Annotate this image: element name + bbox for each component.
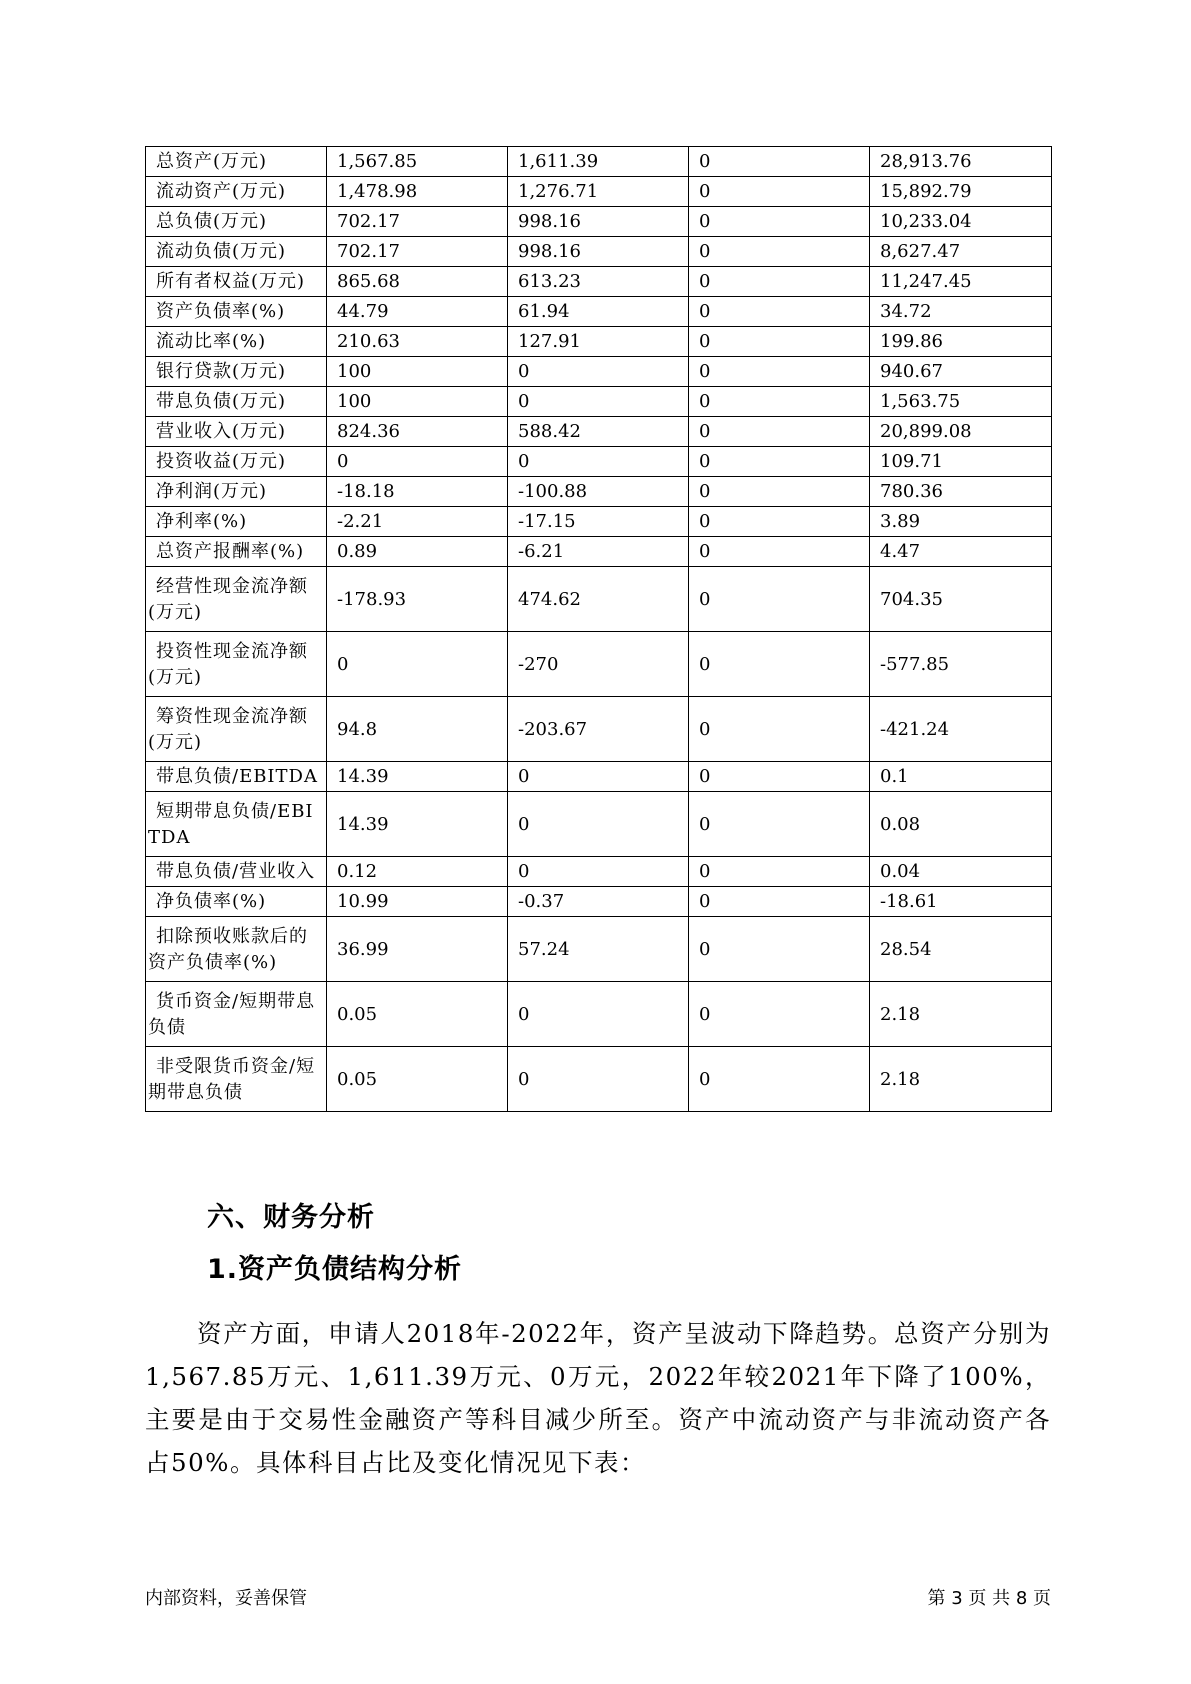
financial-indicators-table [145, 146, 1052, 1112]
cell-value: 36.99 [327, 917, 508, 982]
cell-value: 704.35 [870, 567, 1052, 632]
cell-value: 0 [689, 327, 870, 357]
row-label: 银行贷款(万元) [146, 357, 327, 387]
table-row [146, 632, 1052, 697]
cell-value: 0 [327, 447, 508, 477]
cell-value: 61.94 [508, 297, 689, 327]
cell-value: 20,899.08 [870, 417, 1052, 447]
cell-value: 0 [689, 147, 870, 177]
cell-value: 0 [689, 792, 870, 857]
row-label: 资产负债率(%) [146, 297, 327, 327]
cell-value: 824.36 [327, 417, 508, 447]
row-label: 总资产(万元) [146, 147, 327, 177]
cell-value: 0 [689, 567, 870, 632]
row-label: 所有者权益(万元) [146, 267, 327, 297]
row-label: 扣除预收账款后的资产负债率(%) [146, 917, 327, 982]
table-row [146, 792, 1052, 857]
cell-value: 0 [508, 447, 689, 477]
cell-value: 10.99 [327, 887, 508, 917]
cell-value: 0.05 [327, 982, 508, 1047]
cell-value: 0 [689, 697, 870, 762]
cell-value: 0.89 [327, 537, 508, 567]
table-row [146, 887, 1052, 917]
table-row [146, 147, 1052, 177]
cell-value: 998.16 [508, 207, 689, 237]
cell-value: -0.37 [508, 887, 689, 917]
cell-value: 0 [508, 1047, 689, 1112]
cell-value: 57.24 [508, 917, 689, 982]
cell-value: 109.71 [870, 447, 1052, 477]
row-label: 经营性现金流净额(万元) [146, 567, 327, 632]
cell-value: 0 [689, 357, 870, 387]
cell-value: 0 [689, 477, 870, 507]
cell-value: 0 [327, 632, 508, 697]
subsection-heading: 1.资产负债结构分析 [207, 1254, 463, 1285]
cell-value: 0 [508, 357, 689, 387]
cell-value: 1,478.98 [327, 177, 508, 207]
row-label: 带息负债(万元) [146, 387, 327, 417]
cell-value: 8,627.47 [870, 237, 1052, 267]
row-label: 总资产报酬率(%) [146, 537, 327, 567]
cell-value: 28,913.76 [870, 147, 1052, 177]
cell-value: 588.42 [508, 417, 689, 447]
row-label: 投资收益(万元) [146, 447, 327, 477]
cell-value: 1,611.39 [508, 147, 689, 177]
table-row [146, 207, 1052, 237]
table-row [146, 762, 1052, 792]
cell-value: 0 [689, 1047, 870, 1112]
cell-value: 210.63 [327, 327, 508, 357]
cell-value: -17.15 [508, 507, 689, 537]
table-row [146, 357, 1052, 387]
cell-value: 0 [689, 982, 870, 1047]
cell-value: 0 [508, 762, 689, 792]
cell-value: 1,563.75 [870, 387, 1052, 417]
row-label: 流动比率(%) [146, 327, 327, 357]
cell-value: 0 [689, 857, 870, 887]
cell-value: 0 [689, 537, 870, 567]
cell-value: 0 [689, 507, 870, 537]
cell-value: 94.8 [327, 697, 508, 762]
row-label: 带息负债/EBITDA [146, 762, 327, 792]
table-row [146, 267, 1052, 297]
cell-value: 0 [689, 207, 870, 237]
cell-value: 0 [508, 387, 689, 417]
cell-value: 0 [689, 762, 870, 792]
cell-value: 0.08 [870, 792, 1052, 857]
table-row [146, 447, 1052, 477]
table-row [146, 507, 1052, 537]
cell-value: 0 [689, 177, 870, 207]
cell-value: 940.67 [870, 357, 1052, 387]
row-label: 流动负债(万元) [146, 237, 327, 267]
cell-value: 127.91 [508, 327, 689, 357]
cell-value: -18.61 [870, 887, 1052, 917]
cell-value: 100 [327, 387, 508, 417]
row-label: 流动资产(万元) [146, 177, 327, 207]
row-label: 带息负债/营业收入 [146, 857, 327, 887]
section-heading: 六、财务分析 [207, 1202, 375, 1233]
cell-value: 998.16 [508, 237, 689, 267]
cell-value: 2.18 [870, 1047, 1052, 1112]
cell-value: -6.21 [508, 537, 689, 567]
cell-value: 0 [689, 267, 870, 297]
cell-value: 15,892.79 [870, 177, 1052, 207]
table-row [146, 387, 1052, 417]
cell-value: 100 [327, 357, 508, 387]
cell-value: -203.67 [508, 697, 689, 762]
cell-value: -100.88 [508, 477, 689, 507]
cell-value: 0.05 [327, 1047, 508, 1112]
cell-value: -270 [508, 632, 689, 697]
cell-value: 702.17 [327, 207, 508, 237]
cell-value: 0.12 [327, 857, 508, 887]
table-row [146, 697, 1052, 762]
table-row [146, 537, 1052, 567]
cell-value: 0 [508, 982, 689, 1047]
cell-value: 1,276.71 [508, 177, 689, 207]
cell-value: -421.24 [870, 697, 1052, 762]
cell-value: -577.85 [870, 632, 1052, 697]
footer-confidential-note: 内部资料，妥善保管 [145, 1588, 307, 1609]
row-label: 投资性现金流净额(万元) [146, 632, 327, 697]
table-row [146, 417, 1052, 447]
cell-value: 44.79 [327, 297, 508, 327]
table-row [146, 327, 1052, 357]
table-row [146, 237, 1052, 267]
cell-value: -18.18 [327, 477, 508, 507]
row-label: 净利润(万元) [146, 477, 327, 507]
cell-value: 0 [689, 387, 870, 417]
cell-value: 28.54 [870, 917, 1052, 982]
cell-value: 0 [689, 237, 870, 267]
table-row [146, 297, 1052, 327]
table-row [146, 1047, 1052, 1112]
table-row [146, 917, 1052, 982]
row-label: 净利率(%) [146, 507, 327, 537]
cell-value: 474.62 [508, 567, 689, 632]
table-row [146, 857, 1052, 887]
cell-value: 0 [689, 917, 870, 982]
cell-value: 10,233.04 [870, 207, 1052, 237]
cell-value: 780.36 [870, 477, 1052, 507]
cell-value: 1,567.85 [327, 147, 508, 177]
cell-value: 0 [689, 632, 870, 697]
cell-value: 3.89 [870, 507, 1052, 537]
row-label: 筹资性现金流净额(万元) [146, 697, 327, 762]
row-label: 营业收入(万元) [146, 417, 327, 447]
cell-value: -178.93 [327, 567, 508, 632]
cell-value: 0.04 [870, 857, 1052, 887]
cell-value: 0 [508, 857, 689, 887]
row-label: 货币资金/短期带息负债 [146, 982, 327, 1047]
row-label: 非受限货币资金/短期带息负债 [146, 1047, 327, 1112]
cell-value: 702.17 [327, 237, 508, 267]
cell-value: 0 [508, 792, 689, 857]
body-paragraph: 资产方面，申请人2018年-2022年，资产呈波动下降趋势。总资产分别为1,567.85万元、1,611.39万元、0万元，2022年较2021年下降了100%，主要是由于交易性金融资产等科目减少所至。资产中流动资产与非流动资产各占50%。具体科目占比及变化情况见下表： [145, 1319, 1051, 1477]
table-row [146, 477, 1052, 507]
cell-value: 11,247.45 [870, 267, 1052, 297]
cell-value: -2.21 [327, 507, 508, 537]
cell-value: 0 [689, 447, 870, 477]
cell-value: 865.68 [327, 267, 508, 297]
row-label: 总负债(万元) [146, 207, 327, 237]
cell-value: 613.23 [508, 267, 689, 297]
cell-value: 4.47 [870, 537, 1052, 567]
table-row [146, 567, 1052, 632]
cell-value: 2.18 [870, 982, 1052, 1047]
footer-page-number: 第 3 页 共 8 页 [927, 1588, 1051, 1609]
cell-value: 14.39 [327, 762, 508, 792]
cell-value: 199.86 [870, 327, 1052, 357]
row-label: 短期带息负债/EBITDA [146, 792, 327, 857]
table-row [146, 177, 1052, 207]
cell-value: 0 [689, 417, 870, 447]
cell-value: 0.1 [870, 762, 1052, 792]
cell-value: 14.39 [327, 792, 508, 857]
table-row [146, 982, 1052, 1047]
cell-value: 0 [689, 887, 870, 917]
row-label: 净负债率(%) [146, 887, 327, 917]
cell-value: 34.72 [870, 297, 1052, 327]
cell-value: 0 [689, 297, 870, 327]
